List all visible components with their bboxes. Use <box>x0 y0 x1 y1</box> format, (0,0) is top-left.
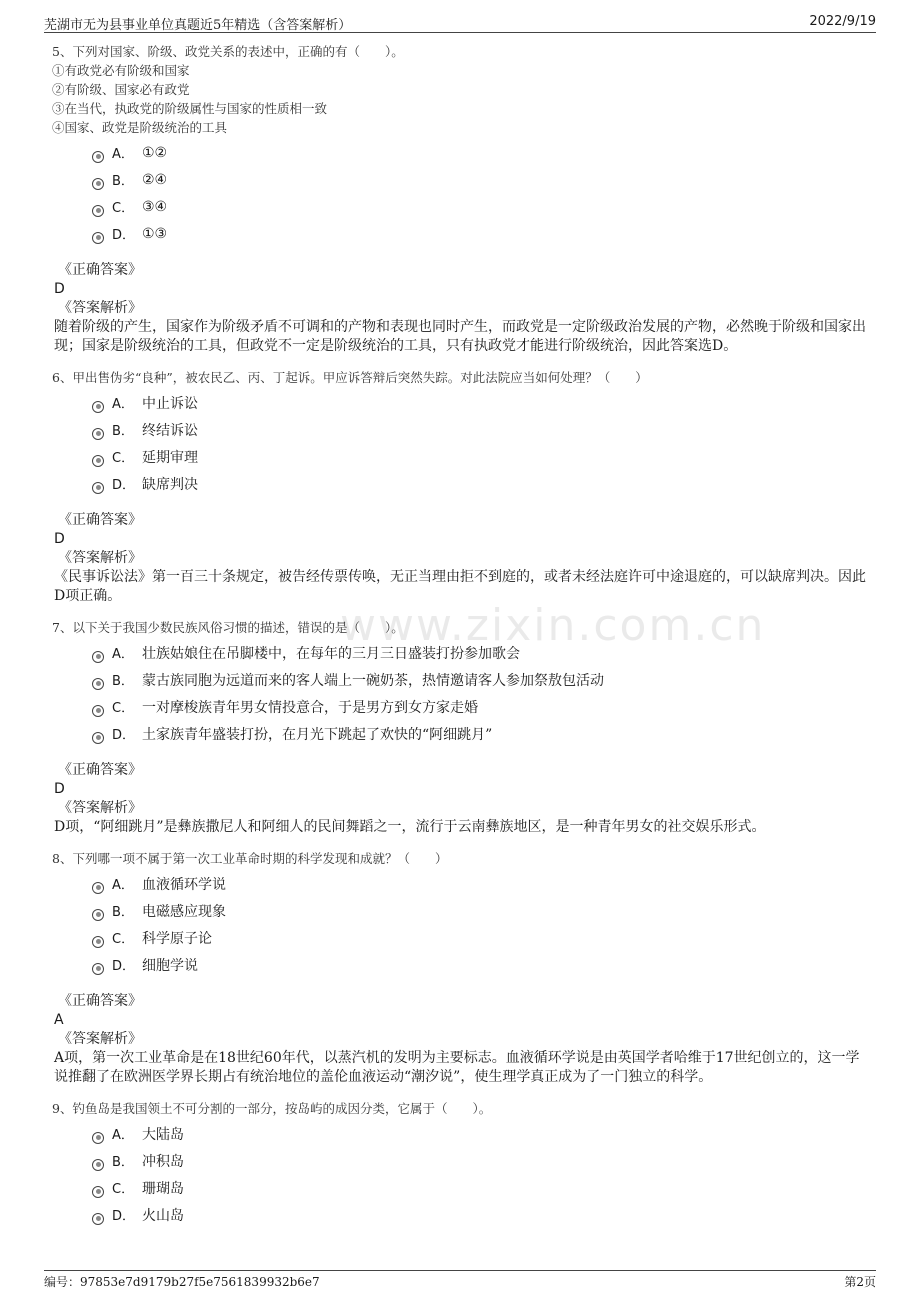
option-text: 血液循环学说 <box>142 876 226 893</box>
answer-value: A <box>54 1012 64 1028</box>
option-letter: A． <box>112 1128 134 1143</box>
radio-icon[interactable] <box>92 963 104 975</box>
answer-block <box>52 511 868 606</box>
option-letter: B． <box>112 174 134 189</box>
radio-icon[interactable] <box>92 428 104 440</box>
explanation-text: 《民事诉讼法》第一百三十条规定，被告经传票传唤，无正当理由拒不到庭的，或者未经法庭许可中途退庭的，可以缺席判决。因此D项正确。 <box>54 569 866 604</box>
options-group <box>92 389 868 497</box>
option-2[interactable] <box>92 166 868 193</box>
question-stem: 8、下列哪一项不属于第一次工业革命时期的科学发现和成就？（ ） <box>52 851 448 866</box>
question-block <box>52 1099 868 1228</box>
question-block <box>52 618 868 837</box>
option-letter: C． <box>112 932 135 947</box>
question-stem: 9、钓鱼岛是我国领土不可分割的一部分，按岛屿的成因分类，它属于（ ）。 <box>52 1101 492 1116</box>
option-letter: D． <box>112 478 136 493</box>
radio-icon[interactable] <box>92 178 104 190</box>
option-letter: A． <box>112 397 134 412</box>
explanation-label: 《答案解析》 <box>58 550 142 566</box>
option-text: 土家族青年盛装打扮，在月光下跳起了欢快的“阿细跳月” <box>142 726 493 743</box>
option-text: 蒙古族同胞为远道而来的客人端上一碗奶茶，热情邀请客人参加祭敖包活动 <box>142 672 604 689</box>
question-statement: ③在当代，执政党的阶级属性与国家的性质相一致 <box>52 101 328 116</box>
radio-icon[interactable] <box>92 1132 104 1144</box>
option-2[interactable] <box>92 416 868 443</box>
radio-icon[interactable] <box>92 232 104 244</box>
option-2[interactable] <box>92 897 868 924</box>
option-letter: C． <box>112 451 135 466</box>
options-group <box>92 870 868 978</box>
radio-icon[interactable] <box>92 401 104 413</box>
option-2[interactable] <box>92 1147 868 1174</box>
answer-block <box>52 761 868 837</box>
answer-label: 《正确答案》 <box>58 762 142 778</box>
radio-icon[interactable] <box>92 1159 104 1171</box>
question-statement: ①有政党必有阶级和国家 <box>52 63 190 78</box>
option-text: 延期审理 <box>142 449 198 466</box>
option-text: ②④ <box>142 171 168 188</box>
option-text: ①③ <box>142 225 168 242</box>
explanation-text: A项，第一次工业革命是在18世纪60年代，以蒸汽机的发明为主要标志。血液循环学说是由英国学者哈维于17世纪创立的，这一学说推翻了在欧洲医学界长期占有统治地位的盖伦血液运动“潮汐说”，使生理学真正成为了一门独立的科学。 <box>54 1050 860 1085</box>
option-3[interactable] <box>92 1174 868 1201</box>
option-text: 缺席判决 <box>142 476 198 493</box>
options-group <box>92 639 868 747</box>
option-letter: A． <box>112 647 134 662</box>
page-number: 第2页 <box>844 1275 876 1289</box>
option-text: ③④ <box>142 198 168 215</box>
option-text: 火山岛 <box>142 1207 184 1224</box>
option-text: 科学原子论 <box>142 930 212 947</box>
option-letter: D． <box>112 1209 136 1224</box>
radio-icon[interactable] <box>92 732 104 744</box>
option-3[interactable] <box>92 193 868 220</box>
page-footer <box>44 1270 876 1291</box>
radio-icon[interactable] <box>92 936 104 948</box>
option-text: 细胞学说 <box>142 957 198 974</box>
option-letter: A． <box>112 147 134 162</box>
option-1[interactable] <box>92 389 868 416</box>
document-code: 编号：97853e7d9179b27f5e7561839932b6e7 <box>44 1275 320 1289</box>
radio-icon[interactable] <box>92 205 104 217</box>
option-1[interactable] <box>92 139 868 166</box>
option-letter: B． <box>112 424 134 439</box>
answer-value: D <box>54 531 65 547</box>
radio-icon[interactable] <box>92 455 104 467</box>
option-4[interactable] <box>92 220 868 247</box>
option-3[interactable] <box>92 693 868 720</box>
question-list <box>52 42 868 1240</box>
option-text: 壮族姑娘住在吊脚楼中，在每年的三月三日盛装打扮参加歌会 <box>142 645 520 662</box>
answer-value: D <box>54 281 65 297</box>
answer-block <box>52 992 868 1087</box>
option-4[interactable] <box>92 470 868 497</box>
option-3[interactable] <box>92 924 868 951</box>
option-text: 终结诉讼 <box>142 422 198 439</box>
document-date: 2022/9/19 <box>809 14 876 29</box>
answer-value: D <box>54 781 65 797</box>
option-letter: C． <box>112 201 135 216</box>
option-1[interactable] <box>92 639 868 666</box>
option-1[interactable] <box>92 1120 868 1147</box>
option-4[interactable] <box>92 1201 868 1228</box>
document-title: 芜湖市无为县事业单位真题近5年精选（含答案解析） <box>44 18 352 33</box>
question-stem: 5、下列对国家、阶级、政党关系的表述中，正确的有（ ）。 <box>52 44 404 59</box>
question-stem: 6、甲出售伪劣“良种”，被农民乙、丙、丁起诉。甲应诉答辩后突然失踪。对此法院应当如何处理？（ ） <box>52 370 648 385</box>
option-text: 大陆岛 <box>142 1126 184 1143</box>
explanation-text: D项，“阿细跳月”是彝族撒尼人和阿细人的民间舞蹈之一，流行于云南彝族地区，是一种青年男女的社交娱乐形式。 <box>54 819 766 835</box>
option-text: 电磁感应现象 <box>142 903 226 920</box>
option-letter: A． <box>112 878 134 893</box>
options-group <box>92 1120 868 1228</box>
option-text: 一对摩梭族青年男女情投意合，于是男方到女方家走婚 <box>142 699 478 716</box>
radio-icon[interactable] <box>92 1186 104 1198</box>
option-2[interactable] <box>92 666 868 693</box>
option-text: ①② <box>142 144 168 161</box>
radio-icon[interactable] <box>92 1213 104 1225</box>
option-text: 中止诉讼 <box>142 395 198 412</box>
answer-label: 《正确答案》 <box>58 262 142 278</box>
radio-icon[interactable] <box>92 651 104 663</box>
option-letter: D． <box>112 228 136 243</box>
option-letter: B． <box>112 1155 134 1170</box>
question-stem: 7、以下关于我国少数民族风俗习惯的描述，错误的是（ ）。 <box>52 620 404 635</box>
question-statement: ④国家、政党是阶级统治的工具 <box>52 120 228 135</box>
option-text: 珊瑚岛 <box>142 1180 184 1197</box>
option-letter: D． <box>112 728 136 743</box>
option-text: 冲积岛 <box>142 1153 184 1170</box>
option-4[interactable] <box>92 720 868 747</box>
question-block <box>52 42 868 356</box>
option-letter: B． <box>112 674 134 689</box>
option-letter: C． <box>112 701 135 716</box>
option-letter: B． <box>112 905 134 920</box>
question-statement: ②有阶级、国家必有政党 <box>52 82 190 97</box>
radio-icon[interactable] <box>92 482 104 494</box>
option-letter: C． <box>112 1182 135 1197</box>
option-letter: D． <box>112 959 136 974</box>
page-header <box>44 12 876 33</box>
option-1[interactable] <box>92 870 868 897</box>
question-block <box>52 849 868 1087</box>
radio-icon[interactable] <box>92 909 104 921</box>
answer-label: 《正确答案》 <box>58 512 142 528</box>
explanation-label: 《答案解析》 <box>58 300 142 316</box>
explanation-label: 《答案解析》 <box>58 1031 142 1047</box>
radio-icon[interactable] <box>92 705 104 717</box>
answer-label: 《正确答案》 <box>58 993 142 1009</box>
radio-icon[interactable] <box>92 151 104 163</box>
radio-icon[interactable] <box>92 678 104 690</box>
watermark: www.zixin.com.cn <box>340 600 766 651</box>
option-4[interactable] <box>92 951 868 978</box>
explanation-text: 随着阶级的产生，国家作为阶级矛盾不可调和的产物和表现也同时产生，而政党是一定阶级政治发展的产物，必然晚于阶级和国家出现；国家是阶级统治的工具，但政党不一定是阶级统治的工具，只有执政党才能进行阶级统治，因此答案选D。 <box>54 319 866 354</box>
option-3[interactable] <box>92 443 868 470</box>
radio-icon[interactable] <box>92 882 104 894</box>
question-block <box>52 368 868 606</box>
options-group <box>92 139 868 247</box>
explanation-label: 《答案解析》 <box>58 800 142 816</box>
answer-block <box>52 261 868 356</box>
